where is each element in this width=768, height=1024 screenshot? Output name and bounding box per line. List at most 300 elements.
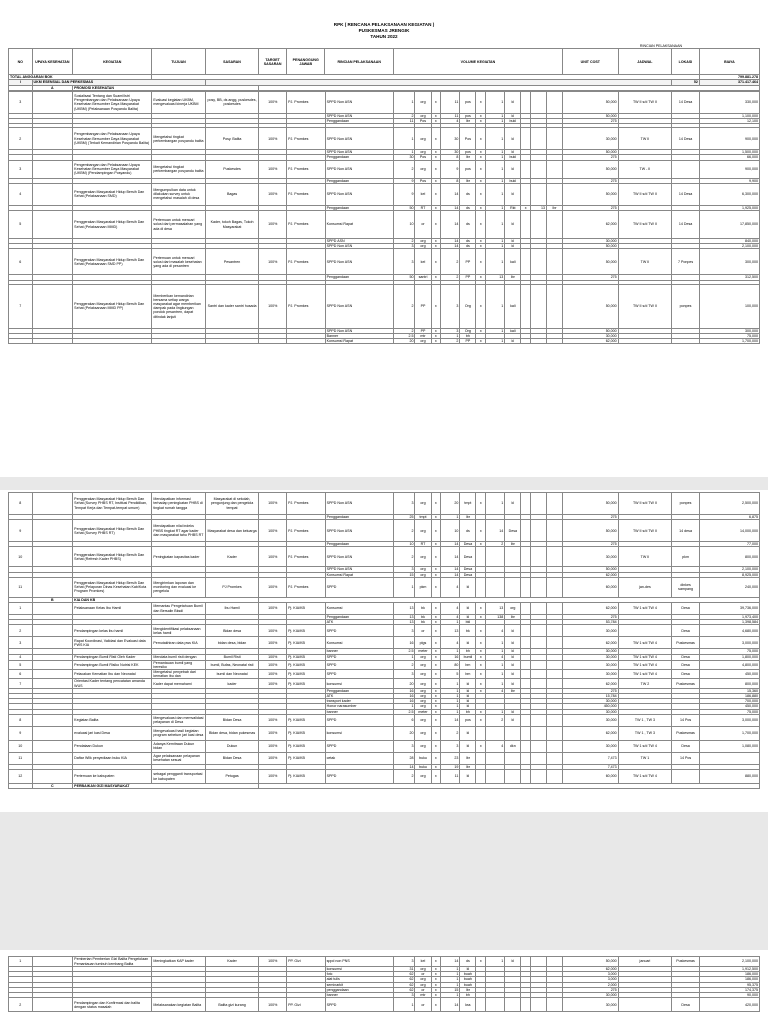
cell-jad: jan-des (618, 577, 671, 597)
cell-tgt: 100% (259, 128, 287, 150)
cell-u1: org (415, 967, 431, 972)
cell-u3: kl (505, 654, 521, 660)
multiplier-sign: x (431, 160, 441, 178)
col-pj: PENANGGUNG JAWAB (287, 49, 325, 75)
cell-uc: 30,000 (563, 670, 619, 679)
table-row (9, 577, 760, 597)
multiplier-sign: x (431, 239, 441, 244)
cell-tuj: Pemantauan bumil yang beresiko (152, 660, 205, 669)
cell-uc: 30,000 (563, 128, 619, 150)
cell-rin: SPPD Non ASN (325, 244, 393, 249)
cell-rin: ATK (325, 620, 393, 625)
cell-u1: org (415, 91, 431, 113)
cell-uc: 3,000 (563, 977, 619, 982)
cell-empty (547, 160, 563, 178)
cell-rin: SPPD Non ASN (325, 567, 393, 572)
cell-v3: 1 (486, 679, 505, 688)
multiplier-sign: x (431, 211, 441, 239)
cell-bi: 2,100,000 (699, 244, 759, 249)
cell-u1: org (415, 654, 431, 660)
cell-empty (32, 183, 73, 205)
multiplier-sign: x (476, 603, 486, 615)
cell-v1: 2 (394, 328, 415, 333)
cell-v3: 1 (486, 150, 505, 155)
cell-bi: 6,300,000 (699, 183, 759, 205)
cell-no: 4 (9, 654, 33, 660)
cell-v2: 14 (441, 714, 460, 726)
cell-empty (547, 577, 563, 597)
cell-u2: Pos (460, 128, 476, 150)
cell-rin: Konsumsi Rapat (325, 339, 393, 344)
subsection-letter: A (32, 85, 73, 90)
cell-bi: 75,000 (699, 649, 759, 654)
cell-u3: kl (505, 183, 521, 205)
cell-v3: 1 (486, 183, 505, 205)
cell-bi: 1,700,000 (699, 339, 759, 344)
cell-keg: Pendampingan Bumil Risiko Nutrisi KEK (73, 660, 152, 669)
cell-v1: 13 (394, 615, 415, 620)
cell-lok: Desa (672, 740, 700, 752)
cell-sas: Posy. Balita (205, 128, 258, 150)
multiplier-sign: x (431, 752, 441, 764)
multiplier-sign: x (431, 205, 441, 210)
table-row (9, 770, 760, 784)
cell-v3: 4 (486, 740, 505, 752)
cell-keg: Pendampingan kelas ibu hamil (73, 625, 152, 637)
cell-v3: 4 (486, 625, 505, 637)
cell-empty (32, 577, 73, 597)
cell-tgt: 100% (259, 957, 287, 967)
cell-pj: Pj. KIA/KB (287, 752, 326, 764)
cell-empty (618, 625, 671, 637)
cell-u1: bk (415, 603, 431, 615)
multiplier-sign (521, 91, 531, 113)
cell-uc: 62,000 (563, 637, 619, 649)
cell-v2: 4 (441, 603, 460, 615)
multiplier-sign: x (431, 155, 441, 160)
multiplier-sign: x (476, 284, 486, 328)
cell-uc: 50,000 (563, 244, 619, 249)
cell-empty (547, 670, 563, 679)
cell-u1: org (415, 714, 431, 726)
cell-empty (205, 339, 258, 344)
cell-bi: 700,000 (699, 699, 759, 704)
cell-pj: Pj. KIA/KB (287, 603, 326, 615)
cell-rin: SPPD Non ASN (325, 493, 393, 515)
cell-keg: Kegiatan Balita (73, 714, 152, 726)
cell-sas: Masyarakat di sekolah, pengunjung dan pengelola tempat (205, 493, 258, 515)
cell-v1: 13 (394, 603, 415, 615)
cell-sas: Bidan desa, bidan pukesmas (205, 726, 258, 740)
cell-v3: 2 (486, 542, 505, 547)
cell-u3: kl (505, 91, 521, 113)
cell-u1: org (415, 239, 431, 244)
cell-empty (32, 493, 73, 515)
cell-bi: 100,000 (699, 284, 759, 328)
section-number: I (9, 80, 33, 85)
cell-tuj: Mengevaluasi dan memvalidasi pelayanan di Desa (153, 716, 204, 725)
multiplier-sign (521, 625, 531, 637)
cell-rin: sppd non PNS (325, 957, 393, 967)
cell-uc: 50,000 (563, 328, 619, 333)
cell-keg: Sosialisasi Tentang dan Suami/Istri Pengembangan dan Pelaksanaan Upaya Kesehatan Bersumber Daya Masyarakat (UKBM) (Pelaksanaan Posyandu Balita) (73, 91, 152, 113)
cell-no: 6 (9, 249, 33, 275)
cell-empty (32, 660, 73, 669)
cell-v1: 30 (394, 155, 415, 160)
cell-u1: or (415, 998, 431, 1012)
cell-v1: 16 (394, 637, 415, 649)
cell-v1: 3 (394, 993, 415, 998)
cell-v2: 15 (441, 987, 460, 992)
cell-tgt: 100% (259, 740, 287, 752)
multiplier-sign: x (476, 160, 486, 178)
cell-rin: konsumsi (325, 967, 393, 972)
multiplier-sign: x (431, 770, 441, 784)
multiplier-sign: x (476, 275, 486, 280)
cell-rin: penggandaan (325, 987, 393, 992)
cell-bi: 1,800,000 (699, 654, 759, 660)
multiplier-sign: x (431, 694, 441, 699)
cell-rin: SPPD Non ASN (325, 547, 393, 567)
cell-empty (9, 339, 33, 344)
cell-sas: Petugas (205, 770, 258, 784)
cell-uc: 15,784 (563, 694, 619, 699)
cell-u3: kl (505, 670, 521, 679)
multiplier-sign: x (431, 699, 441, 704)
cell-uc: 62,000 (563, 339, 619, 344)
cell-rin: seminarkit (325, 982, 393, 987)
cell-bi: 900,000 (699, 160, 759, 178)
subsection-row (9, 85, 760, 90)
multiplier-sign: x (476, 654, 486, 660)
cell-bi: 66,000 (699, 155, 759, 160)
cell-empty (530, 625, 546, 637)
cell-u3: kl (505, 160, 521, 178)
cell-uc: 50,000 (563, 284, 619, 328)
cell-bi: 880,000 (699, 770, 759, 784)
multiplier-sign: x (431, 113, 441, 118)
cell-rin: fotc (325, 972, 393, 977)
cell-uc: 30,000 (563, 333, 619, 338)
cell-empty (530, 770, 546, 784)
cell-tuj: Mengetahui penyebab dari kematian ibu dan (152, 670, 205, 679)
table-row (9, 679, 760, 688)
table-row (9, 957, 760, 967)
cell-u1: org (415, 699, 431, 704)
multiplier-sign: x (476, 520, 486, 542)
cell-tuj: Evaluasi kegiatan UKBM, mengevaluasi kinerja UKBM (152, 91, 205, 113)
col-tujuan: TUJUAN (152, 49, 205, 75)
cell-no: 11 (9, 577, 33, 597)
multiplier-sign: x (431, 493, 441, 515)
cell-u2: bh (460, 709, 476, 714)
cell-bi: 2,100,000 (699, 957, 759, 967)
cell-v3: 1 (486, 178, 505, 183)
cell-rin: Penggandaan (325, 542, 393, 547)
section-label: UKM ESENSIAL DAN PERKESMAS (32, 80, 205, 85)
cell-u3: Rkt (505, 205, 521, 210)
cell-v2: 2 (441, 275, 460, 280)
multiplier-sign: x (431, 637, 441, 649)
cell-rin: SPPD Non ASN (325, 520, 393, 542)
cell-u2: kl (460, 637, 476, 649)
cell-jad: TW II s/d TW II (618, 211, 671, 239)
cell-empty (530, 211, 546, 239)
cell-bi (699, 752, 759, 764)
cell-v2: 1 (441, 620, 460, 625)
cell-u3: kl (505, 128, 521, 150)
multiplier-sign: x (476, 957, 486, 967)
cell-v2: 14 (441, 567, 460, 572)
cell-uc: 50,000 (563, 249, 619, 275)
cell-lok (672, 160, 700, 178)
cell-rin: Penggandaan (325, 275, 393, 280)
cell-uc: 50,000 (563, 567, 619, 572)
cell-u2: bh (460, 649, 476, 654)
cell-v1: 3 (394, 957, 415, 967)
cell-rin: Penggandaan (325, 615, 393, 620)
cell-bi: 8,925,000 (699, 572, 759, 577)
cell-jad: TW 1 s/d TW 4 (618, 740, 671, 752)
cell-no: 10 (9, 547, 33, 567)
multiplier-sign: x (431, 128, 441, 150)
multiplier-sign: x (476, 625, 486, 637)
cell-u1: bk (415, 615, 431, 620)
cell-bi: 2,100,000 (699, 567, 759, 572)
cell-u2: bk (460, 625, 476, 637)
multiplier-sign: x (476, 150, 486, 155)
multiplier-sign (521, 714, 531, 726)
cell-v2: 1 (441, 688, 460, 693)
cell-uc: 30,000 (563, 649, 619, 654)
multiplier-sign: x (476, 244, 486, 249)
cell-bi: 186,000 (699, 977, 759, 982)
cell-sas: Bumil Risti (205, 654, 258, 660)
multiplier-sign: x (476, 249, 486, 275)
cell-u2: buah (460, 982, 476, 987)
cell-tgt: 100% (259, 183, 287, 205)
multiplier-sign: x (476, 660, 486, 669)
multiplier-sign: x (431, 603, 441, 615)
cell-bi: 9,900 (699, 178, 759, 183)
cell-u4: lbr (547, 205, 563, 210)
cell-lok: ponpes (672, 284, 700, 328)
cell-no: 5 (9, 660, 33, 669)
table-row (9, 284, 760, 328)
col-upaya: UPAYA KESEHATAN (32, 49, 73, 75)
cell-u1: or (415, 972, 431, 977)
cell-rin: SPPD Non ASN (325, 150, 393, 155)
cell-jad: TW 1 s/d TW 4 (618, 670, 671, 679)
cell-rin: SPPD Non ASN (325, 91, 393, 113)
multiplier-sign (521, 603, 531, 615)
cell-tgt: 100% (259, 249, 287, 275)
cell-u1: org (415, 547, 431, 567)
cell-v1: 3 (394, 625, 415, 637)
cell-tgt: 100% (259, 770, 287, 784)
table-row (9, 752, 760, 764)
cell-rin: alat tulis (325, 977, 393, 982)
cell-rin: banner (325, 709, 393, 714)
cell-v3: 1 (486, 649, 505, 654)
multiplier-sign: x (431, 515, 441, 520)
cell-u3: dkn (505, 740, 521, 752)
cell-tuj: Mengevaluasi hasil kegiatan program sebelum jari kasi desa (152, 726, 205, 740)
cell-u1: kel (415, 249, 431, 275)
cell-v1: 16 (394, 699, 415, 704)
cell-uc: 50,000 (563, 493, 619, 515)
cell-lok: Desa (672, 998, 700, 1012)
cell-v1: 2 (394, 239, 415, 244)
total-value: 799.881.278 (699, 75, 759, 80)
multiplier-sign: x (431, 91, 441, 113)
cell-u1: kel (415, 183, 431, 205)
cell-tgt: 100% (259, 160, 287, 178)
cell-u2: Desa (460, 547, 476, 567)
cell-uc: 275 (563, 688, 619, 693)
cell-u1: RT (415, 542, 431, 547)
cell-empty (32, 998, 73, 1012)
cell-no: 2 (9, 625, 33, 637)
cell-tuj: Kader dapat memahami (152, 679, 205, 688)
cell-lok: Desa (672, 660, 700, 669)
cell-no: 1 (9, 603, 33, 615)
cell-uc: 30,000 (563, 709, 619, 714)
multiplier-sign (521, 752, 531, 764)
cell-v1: 2.5 (394, 333, 415, 338)
cell-bi: 14,000,000 (699, 520, 759, 542)
cell-u2: bm (460, 670, 476, 679)
cell-rin: Penggandaan (325, 515, 393, 520)
cell-uc: 275 (563, 542, 619, 547)
cell-bi: 420,000 (699, 998, 759, 1012)
rpk-body-page-3 (8, 956, 760, 1012)
cell-u2: ds (460, 183, 476, 205)
document-title-block (0, 22, 768, 40)
cell-v1: 3 (394, 493, 415, 515)
cell-u1: RT (415, 205, 431, 210)
cell-uc: 62,000 (563, 211, 619, 239)
cell-empty (530, 660, 546, 669)
cell-v2: 4 (441, 119, 460, 124)
cell-pj: PP. Gizi (287, 957, 326, 967)
cell-empty (505, 752, 521, 764)
cell-bi: 450,000 (699, 704, 759, 709)
cell-uc: 50,000 (563, 183, 619, 205)
multiplier-sign: x (476, 91, 486, 113)
cell-v1: 3 (394, 249, 415, 275)
cell-no: 5 (9, 211, 33, 239)
cell-v2: 1 (441, 982, 460, 987)
cell-rin: SPPD (325, 770, 393, 784)
multiplier-sign: x (431, 709, 441, 714)
cell-v2: 9 (441, 160, 460, 178)
cell-rin: Penggandaan (325, 178, 393, 183)
cell-bi: 2,500,000 (699, 493, 759, 515)
cell-v2: 2 (441, 726, 460, 740)
table-row (9, 160, 760, 178)
cell-no: 11 (9, 752, 33, 764)
multiplier-sign: x (431, 714, 441, 726)
section-total: 371.417.464 (699, 80, 759, 85)
cell-jad: TW 1 s/d TW 4 (618, 660, 671, 669)
cell-bi: 1,912,500 (699, 967, 759, 972)
cell-u2: Desa (460, 572, 476, 577)
cell-v2: 1 (441, 709, 460, 714)
cell-tuj: Pemutakhiran data pws KIA (152, 637, 205, 649)
multiplier-sign: x (476, 649, 486, 654)
cell-u2: bh (460, 333, 476, 338)
multiplier-sign: x (476, 113, 486, 118)
cell-u1: org (415, 567, 431, 572)
cell-u1: or (415, 625, 431, 637)
cell-uc: 30,000 (563, 998, 619, 1012)
cell-u3: lbr (505, 542, 521, 547)
multiplier-sign: x (431, 660, 441, 669)
cell-u2: kl (460, 704, 476, 709)
table-header-row (9, 49, 760, 75)
document-title: RPK ( RENCANA PELAKSANAAN KEGIATAN ) (333, 22, 435, 27)
cell-empty (530, 957, 546, 967)
cell-tuj: Melaksanakan kegiatan Balita (152, 998, 205, 1012)
cell-v2: 1 (441, 694, 460, 699)
cell-uc: 62,000 (563, 967, 619, 972)
multiplier-sign: x (431, 577, 441, 597)
cell-no: 2 (9, 998, 33, 1012)
cell-rin: SPPD (325, 654, 393, 660)
cell-empty (547, 249, 563, 275)
cell-jad: TW II s/d TW II (618, 284, 671, 328)
cell-sas: posy, BB, ds angg, puskesdes, poskesdes (205, 91, 258, 113)
cell-u1: pkm (415, 577, 431, 597)
cell-v1: 2 (394, 770, 415, 784)
cell-rin: konsumsi (325, 679, 393, 688)
cell-u2: kl (460, 740, 476, 752)
cell-v1: 1 (394, 704, 415, 709)
cell-lok: Puskesmas (672, 679, 700, 688)
cell-u1: org (415, 150, 431, 155)
cell-empty (547, 752, 563, 764)
cell-rin: banner (325, 649, 393, 654)
cell-u3: kl (505, 660, 521, 669)
cell-u1: tmpt (415, 515, 431, 520)
col-target: TARGET SASARAN (259, 49, 287, 75)
multiplier-sign (521, 726, 531, 740)
cell-u1: PP (415, 284, 431, 328)
cell-u2: Org (460, 284, 476, 328)
cell-uc: 50,000 (563, 91, 619, 113)
cell-empty (530, 726, 546, 740)
cell-empty (32, 603, 73, 615)
cell-v1: 62 (394, 987, 415, 992)
cell-v3: 1 (486, 119, 505, 124)
cell-tgt: 100% (259, 520, 287, 542)
cell-u1: org (415, 670, 431, 679)
cell-uc: 53,784 (563, 620, 619, 625)
multiplier-sign: x (431, 615, 441, 620)
multiplier-sign (521, 547, 531, 567)
cell-u1: mtr (415, 993, 431, 998)
cell-bi: 6,875 (699, 515, 759, 520)
col-kegiatan: KEGIATAN (73, 49, 152, 75)
cell-empty (32, 211, 73, 239)
cell-u1: org (415, 160, 431, 178)
cell-v2: 1 (441, 679, 460, 688)
cell-v2: 14 (441, 183, 460, 205)
cell-jad: TW II s/d TW II (618, 520, 671, 542)
cell-empty (505, 547, 521, 567)
cell-bi: 1,925,000 (699, 205, 759, 210)
